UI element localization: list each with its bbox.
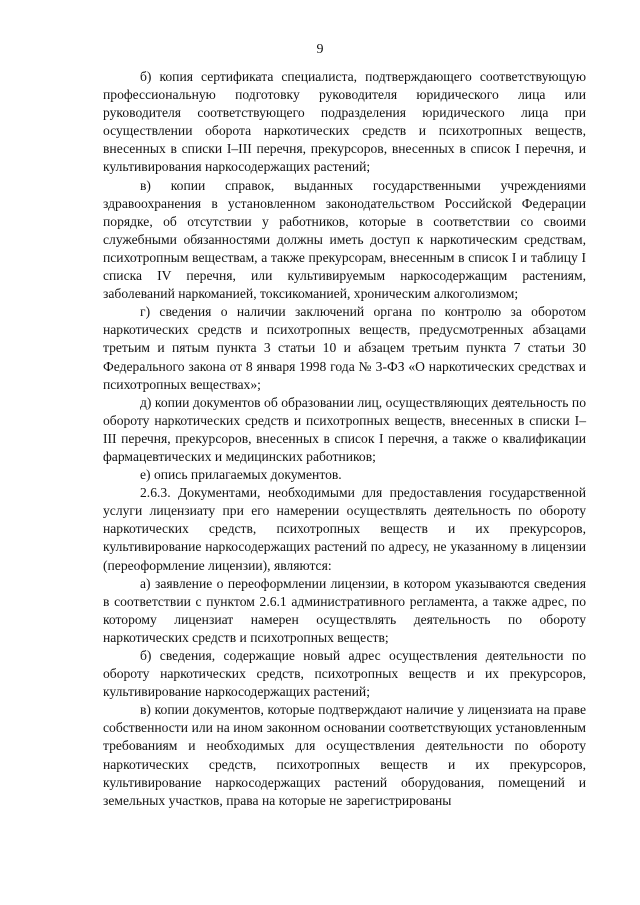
paragraph-v-ownership-documents: в) копии документов, которые подтверждают наличие у лицензиата на праве собственности или на ином законном основании соответствующих установленным требованиям и необходимых для осуществления деятельности по обороту наркотических средств, психотропных веществ и их прекурсоров, культивирование наркосодержащих растений оборудования, помещений и земельных участков, права на которые не зарегистрированы — [103, 702, 586, 808]
paragraph-b-certificate: б) копия сертификата специалиста, подтверждающего соответствующую профессиональную подготовку руководителя юридического лица или руководителя соответствующего подразделения юридического лица при осуществлении оборота наркотических средств и психотропных веществ, внесенных в списки I–III перечня, прекурсоров, внесенных в список I перечня, и культивирования наркосодержащих растений; — [103, 69, 586, 175]
document-body — [103, 68, 586, 810]
paragraph-d-education-documents: д) копии документов об образовании лиц, осуществляющих деятельность по обороту наркотических средств и психотропных веществ, внесенных в списки I–III перечня, прекурсоров, внесенных в список I перечня, а также о квалификации фармацевтических и медицинских работников; — [103, 394, 586, 464]
page-number: 9 — [316, 42, 324, 57]
paragraph-e-inventory: е) опись прилагаемых документов. — [140, 467, 342, 483]
paragraph-g-conclusions: г) сведения о наличии заключений органа по контролю за оборотом наркотических средств и психотропных веществ, предусмотренных абзацами третьим и пятым пункта 3 статьи 10 и абзацем третьим пункта 7 статьи 30 Федерального закона от 8 января 1998 года № 3-ФЗ «О наркотических средствах и психотропных веществах»; — [103, 304, 586, 392]
paragraph-a-application: а) заявление о переоформлении лицензии, в котором указываются сведения в соответствии с пунктом 2.6.1 административного регламента, а также адрес, по которому лицензиат намерен осуществлять деятельность по обороту наркотических средств и психотропных веществ; — [103, 575, 586, 645]
paragraph-b-new-address: б) сведения, содержащие новый адрес осуществления деятельности по обороту наркотических средств, психотропных веществ и их прекурсоров, культивирование наркосодержащих растений; — [103, 648, 586, 700]
paragraph-v-medical-certificates: в) копии справок, выданных государственными учреждениями здравоохранения в установленном законодательством Российской Федерации порядке, об отсутствии у работников, которые в соответствии со своими служебными обязанностями должны иметь доступ к наркотическим средствам, психотропным веществам, а также прекурсорам, внесенным в список I и таблицу I списка IV перечня, или культивируемым наркосодержащим растениям, заболеваний наркоманией, токсикоманией, хроническим алкоголизмом; — [103, 177, 586, 302]
paragraph-2-6-3: 2.6.3. Документами, необходимыми для предоставления государственной услуги лицензиату при его намерении осуществлять деятельность по обороту наркотических средств, психотропных веществ и их прекурсоров, культивирование наркосодержащих растений по адресу, не указанному в лицензии (переоформление лицензии), являются: — [103, 485, 586, 573]
